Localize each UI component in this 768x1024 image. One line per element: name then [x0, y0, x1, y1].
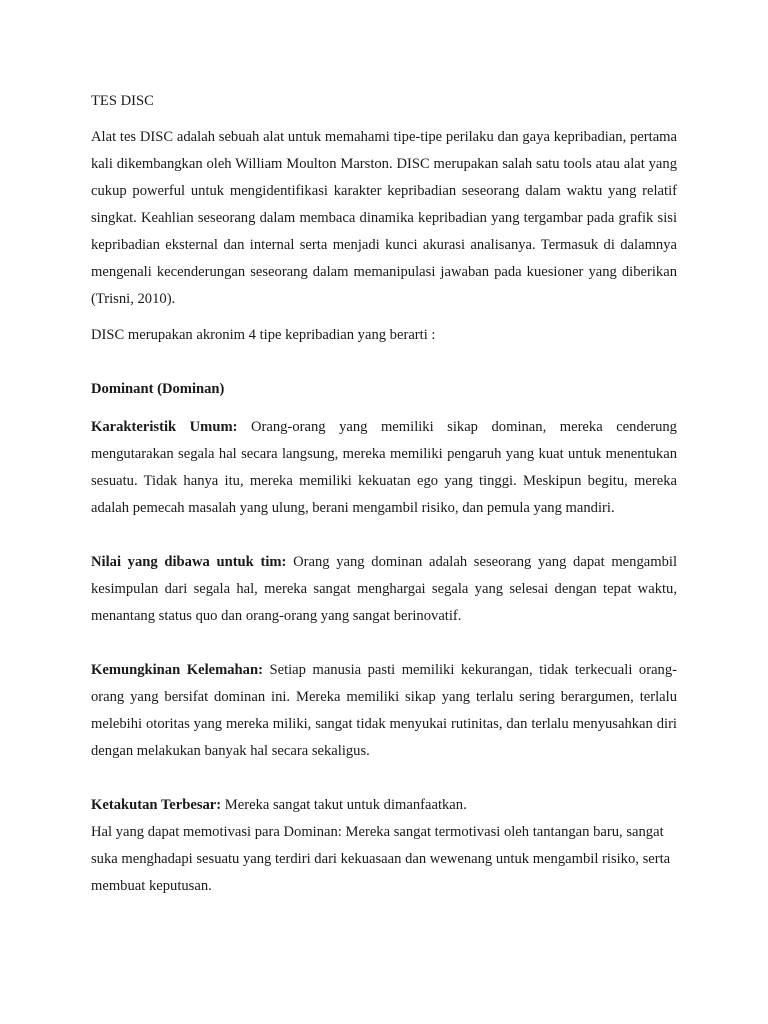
section-heading: Dominant (Dominan)	[91, 381, 225, 397]
section-label: Nilai yang dibawa untuk tim:	[91, 554, 287, 570]
section-label: Karakteristik Umum:	[91, 419, 238, 435]
document-title: TES DISC	[91, 93, 154, 109]
section-text: Mereka sangat takut untuk dimanfaatkan.	[221, 797, 467, 813]
motivation-paragraph: Hal yang dapat memotivasi para Dominan: Mereka sangat termotivasi oleh tantangan baru, sangat suka menghadapi sesuatu yang terdiri dari kekuasaan dan wewenang untuk mengambil risiko, serta membuat keputusan.	[91, 824, 671, 894]
section-paragraph	[91, 549, 677, 630]
acronym-line: DISC merupakan akronim 4 tipe kepribadian yang berarti :	[91, 327, 436, 343]
section-paragraph	[91, 414, 677, 522]
section-text: Orang-orang yang memiliki sikap dominan, mereka cenderung mengutarakan segala hal secara langsung, mereka memiliki pengaruh yang kuat untuk menentukan sesuatu. Tidak hanya itu, mereka memiliki kekuatan ego yang tinggi. Meskipun begitu, mereka adalah pemecah masalah yang ulung, berani mengambil risiko, dan pemula yang mandiri.	[91, 419, 677, 516]
section-label: Kemungkinan Kelemahan:	[91, 662, 263, 678]
intro-paragraph: Alat tes DISC adalah sebuah alat untuk memahami tipe-tipe perilaku dan gaya kepribadian, pertama kali dikembangkan oleh William Moulton Marston. DISC merupakan salah satu tools atau alat yang cukup powerful untuk mengidentifikasi karakter kepribadian seseorang dalam waktu yang relatif singkat. Keahlian seseorang dalam membaca dinamika kepribadian yang tergambar pada grafik sisi kepribadian eksternal dan internal serta menjadi kunci akurasi analisanya. Termasuk di dalamnya mengenali kecenderungan seseorang dalam memanipulasi jawaban pada kuesioner yang diberikan (Trisni, 2010).	[91, 129, 677, 307]
section-label: Ketakutan Terbesar:	[91, 797, 222, 813]
document-page	[91, 88, 677, 900]
section-text: Orang yang dominan adalah seseorang yang dapat mengambil kesimpulan dari segala hal, mereka sangat menghargai segala yang selesai dengan tepat waktu, menantang status quo dan orang-orang yang sangat berinovatif.	[91, 554, 677, 624]
section-paragraph	[91, 657, 677, 765]
section-paragraph	[91, 792, 677, 819]
section-text: Setiap manusia pasti memiliki kekurangan, tidak terkecuali orang-orang yang bersifat dominan ini. Mereka memiliki sikap yang terlalu sering berargumen, terlalu melebihi otoritas yang mereka miliki, sangat tidak menyukai rutinitas, dan terlalu menyusahkan diri dengan melakukan banyak hal secara sekaligus.	[91, 662, 677, 759]
